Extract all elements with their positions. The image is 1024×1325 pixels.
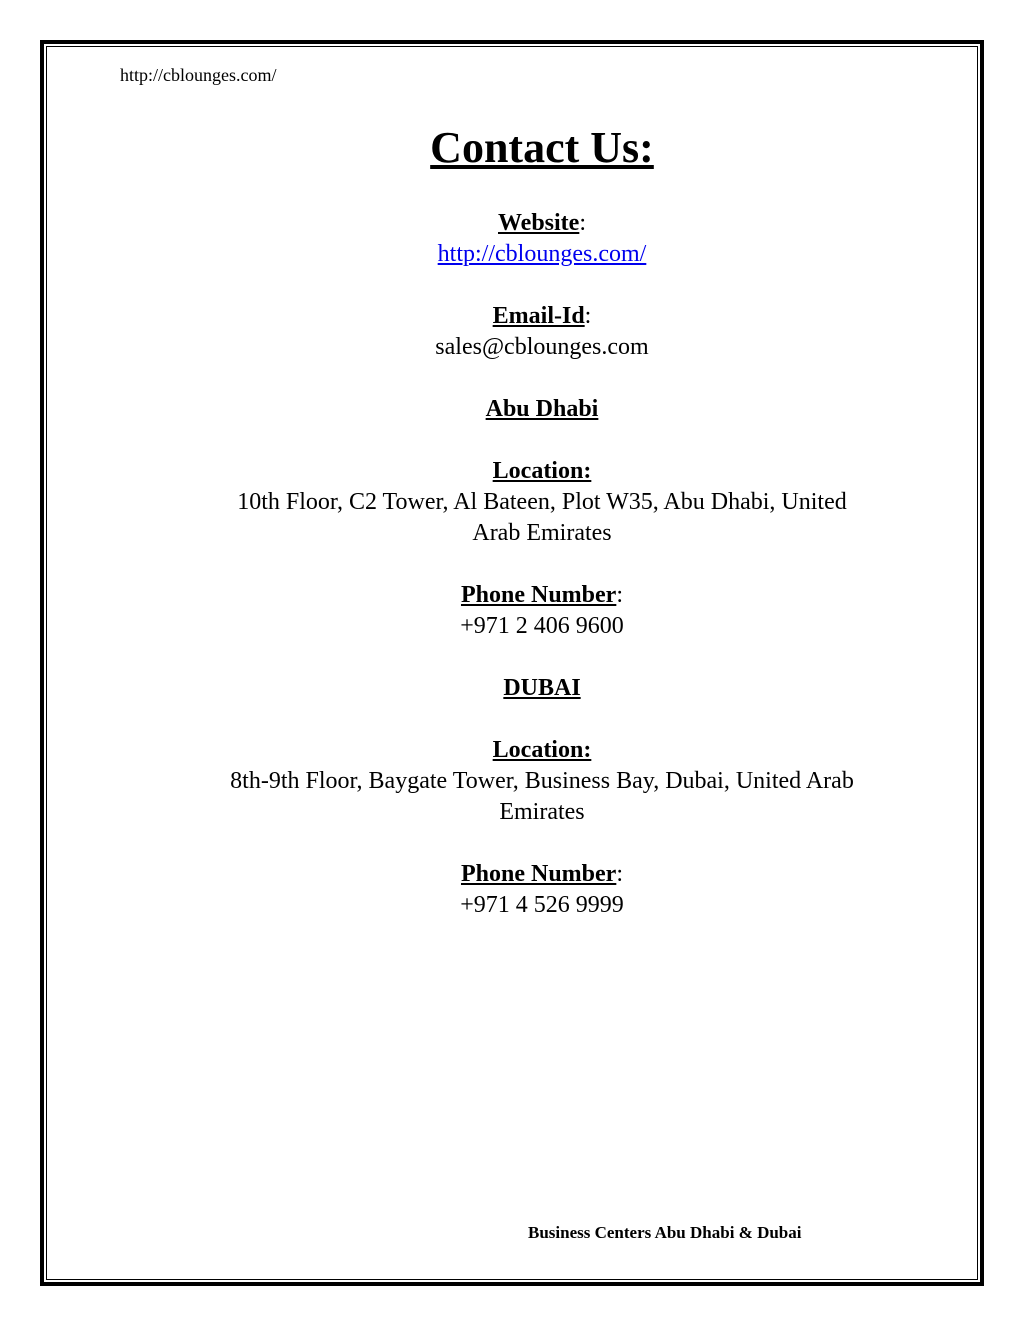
dubai-heading: DUBAI xyxy=(503,675,581,701)
dubai-heading-block xyxy=(150,673,934,704)
abu-dhabi-location-block xyxy=(150,456,934,549)
dubai-phone-colon: : xyxy=(616,861,623,887)
website-block xyxy=(150,208,934,270)
website-label: Website xyxy=(498,210,580,236)
website-colon: : xyxy=(579,210,586,236)
website-link[interactable]: http://cblounges.com/ xyxy=(437,241,647,267)
abu-dhabi-heading: Abu Dhabi xyxy=(485,396,599,422)
email-label-line xyxy=(150,301,934,332)
abu-dhabi-phone-colon: : xyxy=(616,582,623,608)
dubai-location-label: Location: xyxy=(492,737,592,763)
dubai-location-block xyxy=(150,735,934,828)
abu-dhabi-phone-label: Phone Number xyxy=(460,582,617,608)
dubai-phone-label: Phone Number xyxy=(460,861,617,887)
footer-text: Business Centers Abu Dhabi & Dubai xyxy=(528,1223,802,1242)
dubai-address-line2: Emirates xyxy=(499,799,585,825)
abu-dhabi-address-line2: Arab Emirates xyxy=(472,520,612,546)
website-label-line xyxy=(150,208,934,239)
contact-content xyxy=(150,118,934,952)
abu-dhabi-phone-block xyxy=(150,580,934,642)
abu-dhabi-address-line1: 10th Floor, C2 Tower, Al Bateen, Plot W35, Abu Dhabi, United xyxy=(237,489,847,515)
email-colon: : xyxy=(584,303,592,329)
header-url: http://cblounges.com/ xyxy=(120,65,277,85)
email-value: sales@cblounges.com xyxy=(435,334,649,360)
abu-dhabi-phone: +971 2 406 9600 xyxy=(460,613,624,639)
abu-dhabi-heading-block xyxy=(150,394,934,425)
abu-dhabi-location-label: Location: xyxy=(492,458,592,484)
dubai-phone-block xyxy=(150,859,934,921)
email-label: Email-Id xyxy=(492,303,585,329)
dubai-phone: +971 4 526 9999 xyxy=(460,892,624,918)
page-title: Contact Us: xyxy=(430,123,654,172)
dubai-address-line1: 8th-9th Floor, Baygate Tower, Business Bay, Dubai, United Arab xyxy=(230,768,854,794)
email-block xyxy=(150,301,934,363)
